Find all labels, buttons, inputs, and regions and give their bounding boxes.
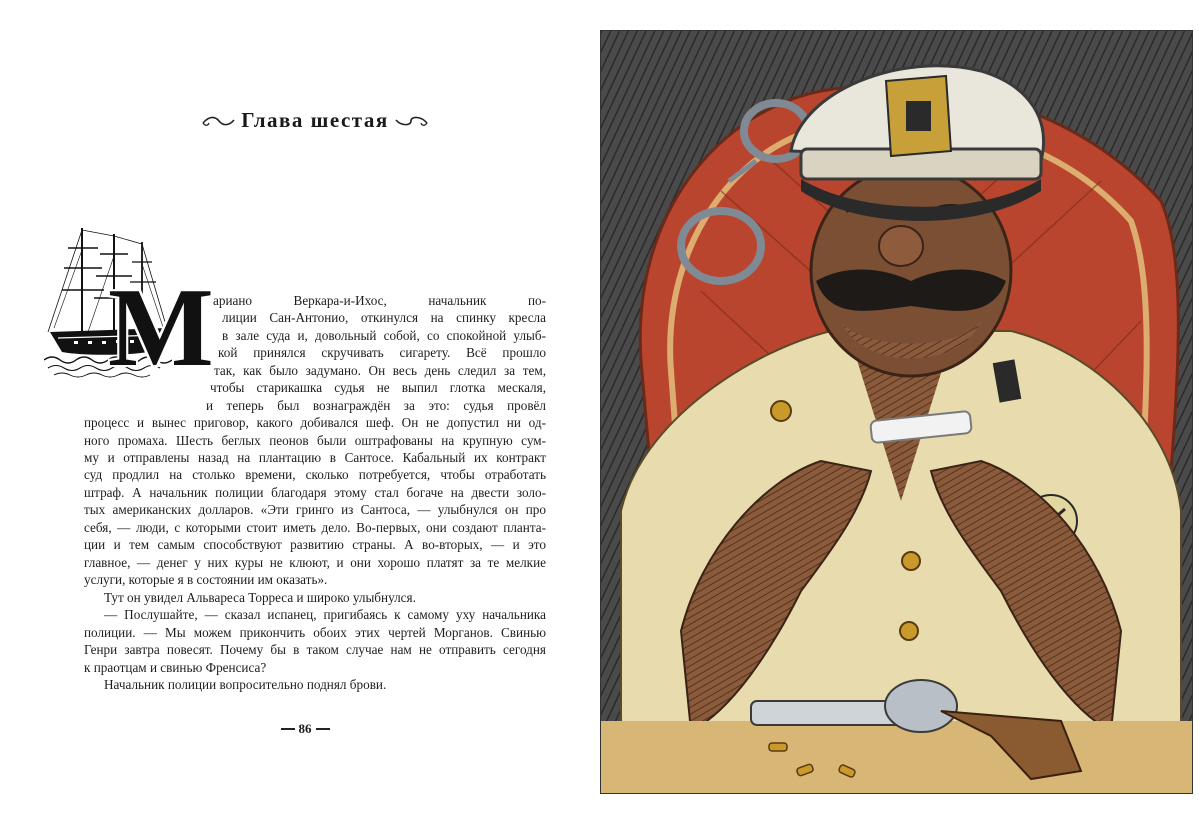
chapter-heading: [190, 108, 440, 133]
text-line: в зале суда и, довольный собой, со спокойной улыб-: [222, 328, 546, 343]
police-chief-illustration: [600, 30, 1193, 794]
dash-ornament-icon: [281, 728, 295, 730]
text-line: услуги, которые я в состоянии им оказать».: [84, 572, 328, 587]
page-number: [270, 721, 340, 737]
right-ornament-icon: [395, 114, 429, 128]
text-line: главное, — денег у них куры не клюют, и они хорошо платят за те мелкие: [84, 555, 546, 570]
text-line: Тут он увидел Альвареса Торреса и широко улыбнулся.: [104, 590, 416, 605]
text-line: себя, — люди, с которыми стоит иметь дело. Во-первых, они создают планта-: [84, 520, 546, 535]
drop-cap-letter: М: [108, 266, 214, 390]
dash-ornament-icon: [316, 728, 330, 730]
text-line: процесс и вынес приговор, какого добивался шеф. Он не допустил ни од-: [84, 415, 546, 430]
text-line: штраф. А начальник полиции благодаря этому стал богаче на двести золо-: [84, 485, 546, 500]
text-line: — Послушайте, — сказал испанец, пригибаясь к самому уху начальника: [104, 607, 546, 622]
text-line: к праотцам и свинью Френсиса?: [84, 660, 267, 675]
text-line: ции и тем самым способствуют развитию страны. А во-вторых, — и это: [84, 537, 546, 552]
page-number-value: 86: [298, 721, 312, 736]
chapter-title: Глава шестая: [241, 108, 389, 132]
text-line: тых американских долларов. «Эти гринго из Сантоса, — улыбнулся он про: [84, 502, 546, 517]
text-line: му и отправлены назад на плантацию в Сантосе. Кабальный их контракт: [84, 450, 546, 465]
text-line: чтобы старикашка судья не выпил глотка мескаля,: [210, 380, 546, 395]
text-line: так, как было задумано. Он весь день следил за тем,: [214, 363, 546, 378]
left-ornament-icon: [201, 114, 235, 128]
text-line: и теперь был вознаграждён за это: судья провёл: [206, 398, 546, 413]
text-line: Генри завтра повесят. Почему бы в таком случае нам не отправить сегодня: [84, 642, 546, 657]
text-line: кой принялся скручивать сигарету. Всё прошло: [218, 345, 546, 360]
text-line: лиции Сан-Антонио, откинулся на спинку кресла: [222, 310, 546, 325]
illustration-drawing: [601, 31, 1192, 793]
table: [601, 721, 1192, 793]
text-line: Начальник полиции вопросительно поднял брови.: [104, 677, 387, 692]
text-line: полиции. — Мы можем прикончить обоих этих чертей Морганов. Свинью: [84, 625, 546, 640]
text-line: суд продлил на столько времени, сколько потребуется, чтобы отработать: [84, 467, 546, 482]
text-line: ариано Веркара-и-Ихос, начальник по-: [213, 293, 546, 308]
text-line: ного промаха. Шесть беглых пеонов были оштрафованы на крупную сум-: [84, 433, 546, 448]
